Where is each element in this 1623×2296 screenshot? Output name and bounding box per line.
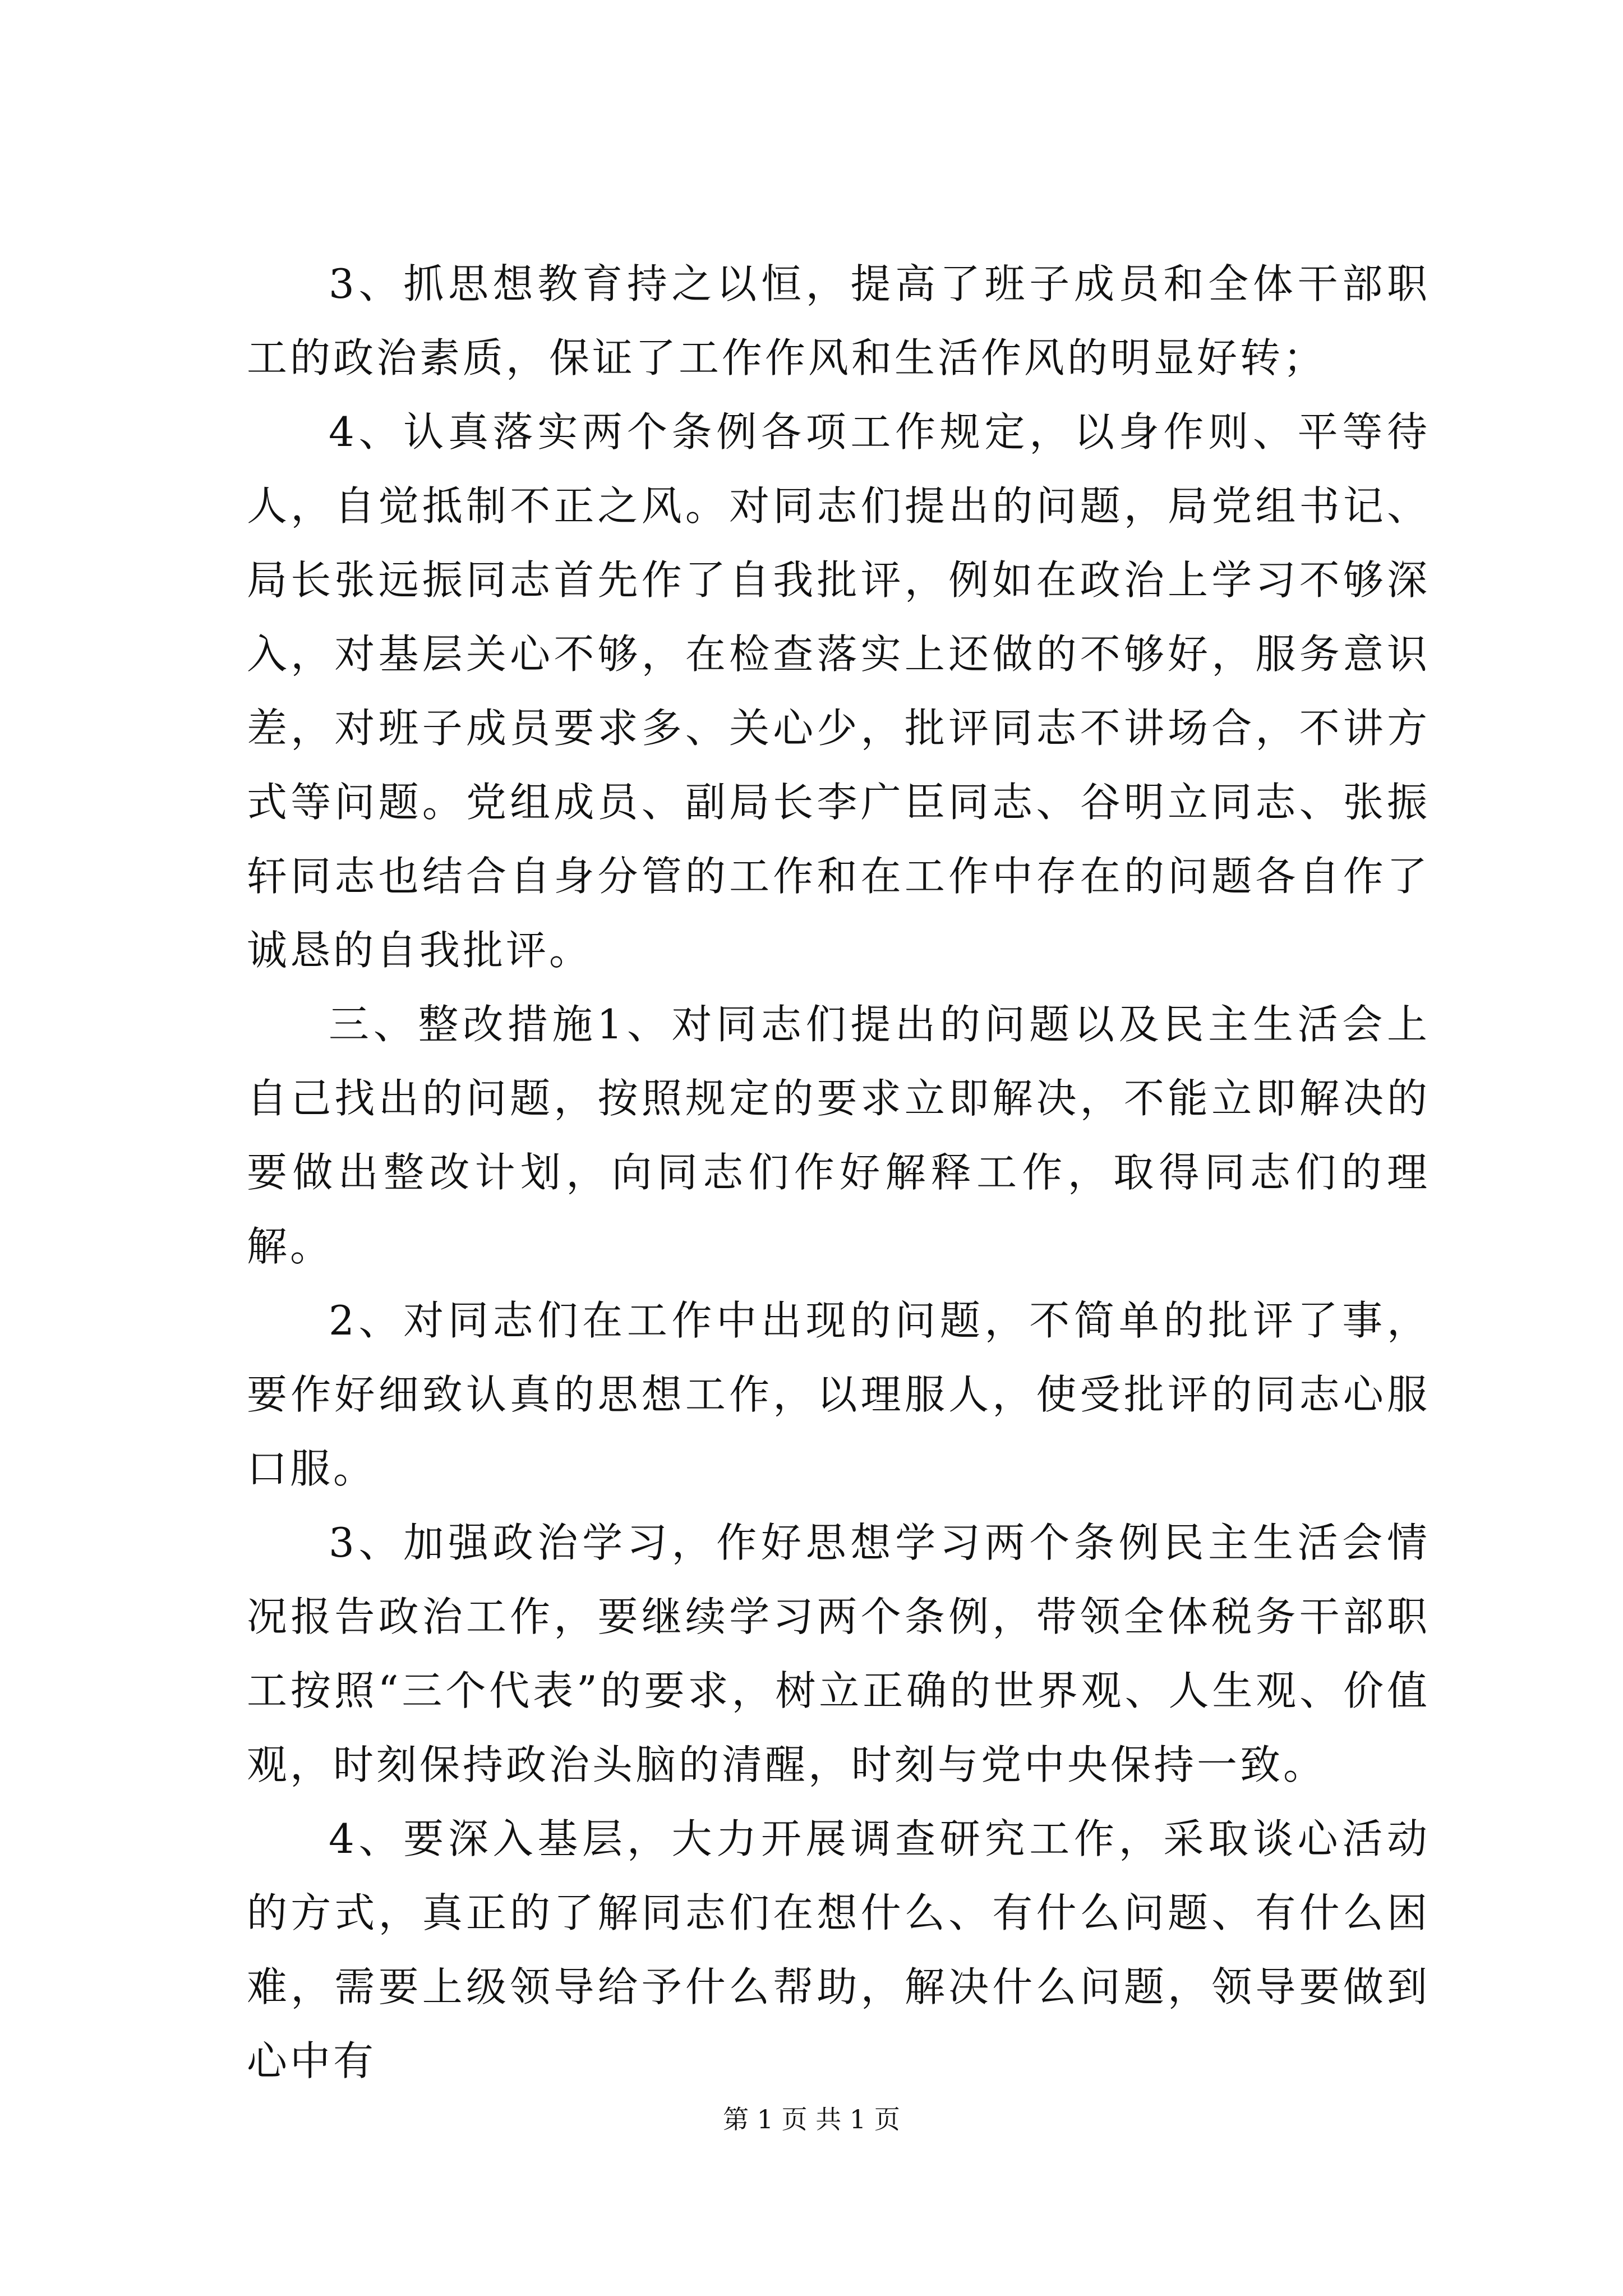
paragraph-item-4-grassroots: 4、要深入基层，大力开展调查研究工作，采取谈心活动的方式，真正的了解同志们在想什么、有什么问题、有什么困难，需要上级领导给予什么帮助，解决什么问题，领导要做到心中有 [247,1815,1430,2085]
paragraph-item-3-political-study: 3、加强政治学习，作好思想学习两个条例民主生活会情况报告政治工作，要继续学习两个条例，带领全体税务干部职工按照“三个代表”的要求，树立正确的世界观、人生观、价值观，时刻保持政治头脑的清醒，时刻与党中央保持一致。 [247,1519,1430,1788]
paragraph-item-4-two-regulations: 4、认真落实两个条例各项工作规定，以身作则、平等待人，自觉抵制不正之风。对同志们提出的问题，局党组书记、局长张远振同志首先作了自我批评，例如在政治上学习不够深入，对基层关心不够，在检查落实上还做的不够好，服务意识差，对班子成员要求多、关心少，批评同志不讲场合，不讲方式等问题。党组成员、副局长李广臣同志、谷明立同志、张振轩同志也结合自身分管的工作和在工作中存在的问题各自作了诚恳的自我批评。 [247,408,1430,974]
paragraph-section-3-rectification: 三、整改措施1、对同志们提出的问题以及民主生活会上自己找出的问题，按照规定的要求立即解决，不能立即解决的要做出整改计划，向同志们作好解释工作，取得同志们的理解。 [247,1001,1430,1270]
paragraph-item-2-criticism: 2、对同志们在工作中出现的问题，不简单的批评了事，要作好细致认真的思想工作，以理服人，使受批评的同志心服口服。 [247,1297,1430,1492]
paragraph-item-3-ideological-education: 3、抓思想教育持之以恒，提高了班子成员和全体干部职工的政治素质，保证了工作作风和生活作风的明显好转； [247,260,1430,381]
page-footer: 第 1 页 共 1 页 [723,2104,900,2134]
document-body [247,247,1430,2098]
